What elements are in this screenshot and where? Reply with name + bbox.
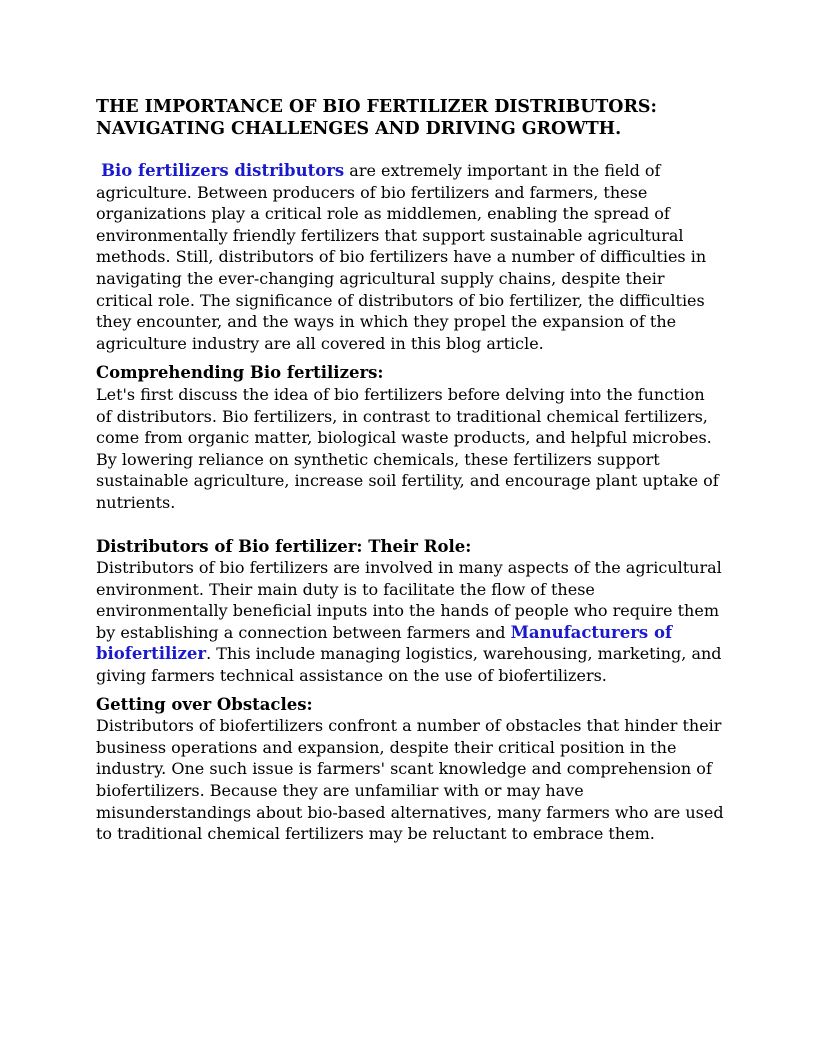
spacer xyxy=(96,687,724,694)
bio-fertilizers-distributors-link[interactable]: Bio fertilizers distributors xyxy=(101,161,345,180)
article-title: THE IMPORTANCE OF BIO FERTILIZER DISTRIBUTORS: NAVIGATING CHALLENGES AND DRIVING GROWTH. xyxy=(96,97,657,139)
section-body-comprehending: Let's first discuss the idea of bio fertilizers before delving into the function of distributors. Bio fertilizers, in contrast to traditional chemical fertilizers, come from organic matter, biological waste products, and helpful microbes. By lowering reliance on synthetic chemicals, these fertilizers support sustainable agriculture, increase soil fertility, and encourage plant uptake of nutrients. xyxy=(96,384,719,512)
spacer xyxy=(96,514,724,536)
intro-text: are extremely important in the field of agriculture. Between producers of bio fertilizers and farmers, these organizations play a critical role as middlemen, enabling the spread of environmentally friendly fertilizers that support sustainable agricultural methods. Still, distributors of bio fertilizers have a number of difficulties in navigating the ever-changing agricultural supply chains, despite their critical role. The significance of distributors of bio fertilizer, the difficulties they encounter, and the ways in which they propel the expansion of the agriculture industry are all covered in this blog article. xyxy=(96,161,707,353)
intro-paragraph xyxy=(96,160,724,354)
section-heading-comprehending: Comprehending Bio fertilizers: xyxy=(96,363,384,383)
document-page xyxy=(96,96,724,845)
role-text-before: Distributors of bio fertilizers are involved in many aspects of the agricultural environment. Their main duty is to facilitate the flow of these environmentally beneficial inputs into the hands of people who require them by establishing a connection between farmers and xyxy=(96,558,722,642)
role-text-after: . This include managing logistics, warehousing, marketing, and giving farmers technical assistance on the use of biofertilizers. xyxy=(96,644,722,686)
section-heading-role: Distributors of Bio fertilizer: Their Role: xyxy=(96,536,472,556)
section-body-role xyxy=(96,557,724,687)
manufacturers-of-biofertilizer-link[interactable]: Manufacturers of biofertilizer xyxy=(96,622,673,664)
section-heading-obstacles: Getting over Obstacles: xyxy=(96,694,313,714)
section-body-obstacles: Distributors of biofertilizers confront a number of obstacles that hinder their business operations and expansion, despite their critical position in the industry. One such issue is farmers' scant knowledge and comprehension of biofertilizers. Because they are unfamiliar with or may have misunderstandings about bio-based alternatives, many farmers who are used to traditional chemical fertilizers may be reluctant to embrace them. xyxy=(96,716,724,844)
